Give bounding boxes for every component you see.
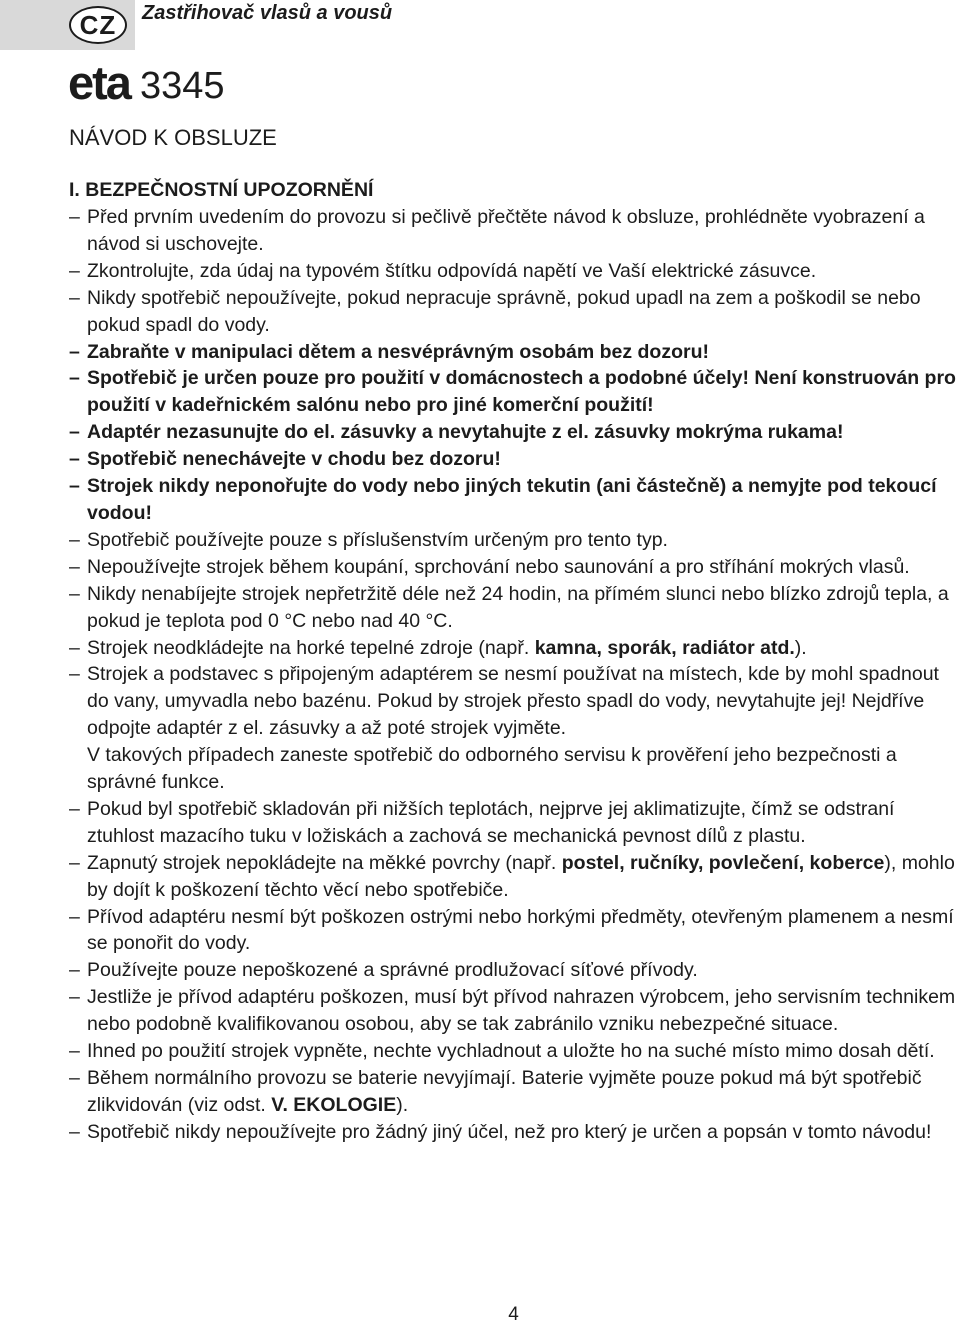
- list-item: – Nikdy spotřebič nepoužívejte, pokud nepracuje správně, pokud upadl na zem a poškodil se nebo pokud spadl do vody.: [69, 285, 957, 339]
- list-item: – Zabraňte v manipulaci dětem a nesvéprávným osobám bez dozoru!: [69, 339, 957, 366]
- language-badge: CZ: [69, 6, 127, 44]
- list-item-emphasis: postel, ručníky, povlečení, koberce: [561, 851, 885, 874]
- list-item: – Spotřebič nikdy nepoužívejte pro žádný jiný účel, než pro který je určen a popsán v tomto návodu!: [69, 1119, 957, 1146]
- list-item: – Adaptér nezasunujte do el. zásuvky a nevytahujte z el. zásuvky mokrýma rukama!: [69, 419, 957, 446]
- list-item: – Spotřebič je určen pouze pro použití v domácnostech a podobné účely! Není konstruován pro použití v kadeřnickém salónu nebo pro jiné komerční použití!: [69, 365, 957, 419]
- list-item: – Zkontrolujte, zda údaj na typovém štítku odpovídá napětí ve Vaší elektrické zásuvce.: [69, 258, 957, 285]
- list-item: [69, 850, 957, 904]
- list-item-text: ).: [396, 1093, 409, 1116]
- list-item: – Spotřebič používejte pouze s příslušenstvím určeným pro tento typ.: [69, 527, 957, 554]
- list-item-text: Během normálního provozu se baterie nevyjímají. Baterie vyjměte pouze pokud má být spotřebič zlikvidován (viz odst.: [87, 1067, 922, 1116]
- list-item: – Strojek a podstavec s připojeným adaptérem se nesmí používat na místech, kde by mohl spadnout do vany, umyvadla nebo bazénu. Pokud by strojek přesto spadl do vody, nevytahujte jej! Nejdříve odpojte adaptér z el. zásuvky a až poté strojek vyjměte.: [69, 661, 957, 742]
- manual-title: NÁVOD K OBSLUZE: [69, 125, 277, 150]
- list-item: – Nepoužívejte strojek během koupání, sprchování nebo saunování a pro stříhání mokrých vlasů.: [69, 554, 957, 581]
- list-item: – Nikdy nenabíjejte strojek nepřetržitě déle než 24 hodin, na přímém slunci nebo blízko zdrojů tepla, a pokud je teplota pod 0 °C nebo nad 40 °C.: [69, 581, 957, 635]
- safety-section: [69, 177, 957, 1146]
- model-number: 3345: [139, 65, 225, 107]
- safety-list: [69, 204, 957, 1146]
- list-item: [69, 1065, 957, 1119]
- list-item: – Přívod adaptéru nesmí být poškozen ostrými nebo horkými předměty, otevřeným plamenem a nesmí se ponořit do vody.: [69, 904, 957, 958]
- list-item-emphasis: V. EKOLOGIE: [271, 1093, 397, 1116]
- brand-logo: eta: [68, 56, 130, 109]
- list-item-text: ), mohlo by dojít k poškození těchto věcí nebo spotřebiče.: [87, 851, 955, 901]
- list-item: – Před prvním uvedením do provozu si pečlivě přečtěte návod k obsluze, prohlédněte vyobrazení a návod si uschovejte.: [69, 204, 957, 258]
- list-item: [69, 635, 957, 662]
- list-item: – Používejte pouze nepoškozené a správné prodlužovací síťové přívody.: [69, 957, 957, 984]
- list-item-text: Strojek neodkládejte na horké tepelné zdroje (např.: [87, 636, 535, 659]
- section-heading: I. BEZPEČNOSTNÍ UPOZORNĚNÍ: [69, 179, 374, 201]
- list-item: – Jestliže je přívod adaptéru poškozen, musí být přívod nahrazen výrobcem, jeho servisním technikem nebo podobně kvalifikovanou osobou, aby se tak zabránilo vzniku nebezpečné situace.: [69, 984, 957, 1038]
- list-item-continuation: V takových případech zaneste spotřebič do odborného servisu k prověření jeho bezpečnosti a správné funkce.: [87, 744, 897, 794]
- page-number: 4: [508, 1304, 519, 1325]
- list-item: – Pokud byl spotřebič skladován při nižších teplotách, nejprve jej aklimatizujte, čímž se odstraní ztuhlost mazacího tuku v ložiskách a zachová se mechanická pevnost dílů z plastu.: [69, 796, 957, 850]
- list-item-emphasis: kamna, sporák, radiátor atd.: [534, 636, 795, 659]
- list-item: – Strojek nikdy neponořujte do vody nebo jiných tekutin (ani částečně) a nemyjte pod tekoucí vodou!: [69, 473, 957, 527]
- list-item: – Spotřebič nenechávejte v chodu bez dozoru!: [69, 446, 957, 473]
- list-item-text: ).: [794, 636, 807, 659]
- list-item-text: Zapnutý strojek nepokládejte na měkké povrchy (např.: [87, 851, 562, 874]
- list-item: – Ihned po použití strojek vypněte, nechte vychladnout a uložte ho na suché místo mimo dosah dětí.: [69, 1038, 957, 1065]
- brand-row: [68, 58, 224, 108]
- document-subtitle: Zastřihovač vlasů a vousů: [142, 2, 393, 24]
